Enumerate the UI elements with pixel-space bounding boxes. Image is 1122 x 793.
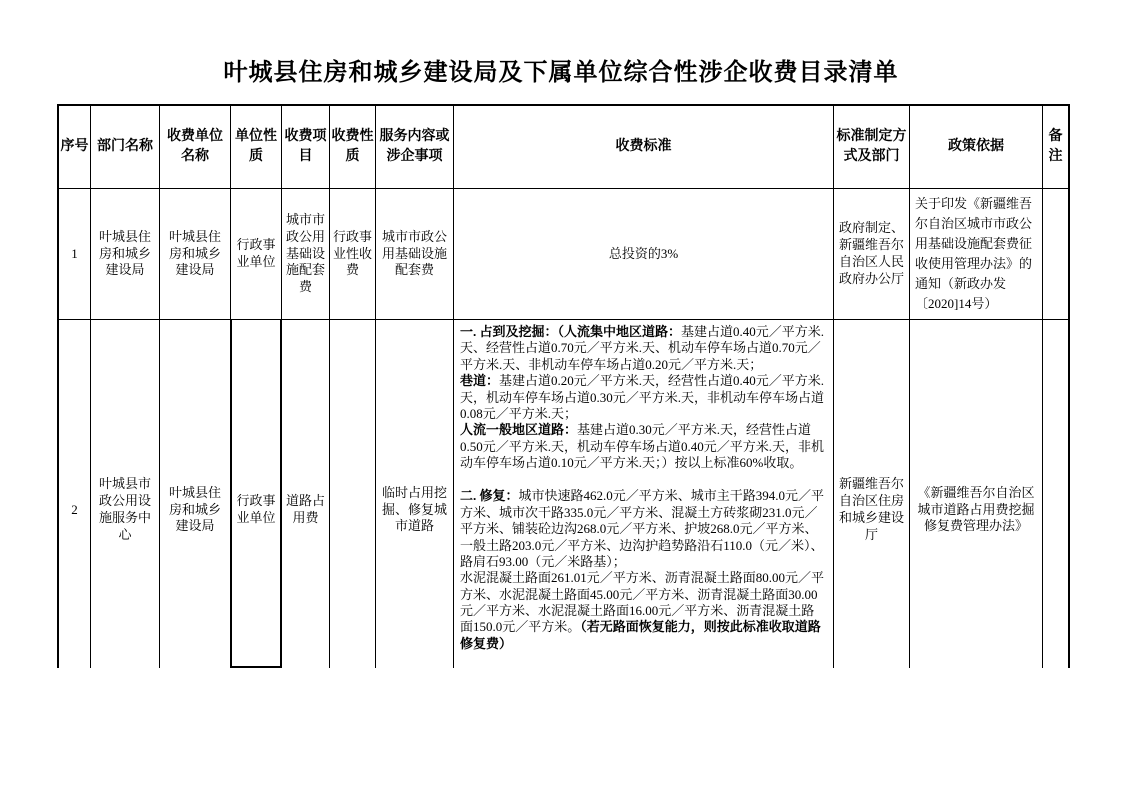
- col-header-remarks: 备注: [1043, 106, 1068, 189]
- col-header-fee-standard: 收费标准: [454, 106, 834, 189]
- fee-standard-label: 人流一般地区道路：: [460, 422, 578, 438]
- cell-r2-unit-nature: 行政事业单位: [231, 320, 282, 668]
- cell-r2-seq: 2: [59, 320, 91, 668]
- fee-standard-section-occupy: [460, 324, 827, 373]
- col-header-fee-nature: 收费性质: [330, 106, 376, 189]
- cell-r2-fee-item: 道路占用费: [282, 320, 330, 668]
- cell-r2-department: 叶城县市政公用设施服务中心: [91, 320, 160, 668]
- fee-standard-text: 水泥混凝土路面261.01元／平方米、沥青混凝土路面80.00元／平方米、水泥混凝土路面45.00元／平方米、沥青混凝土路面30.00元／平方米、水泥混凝土路面16.00元／平方米、沥青混凝土路面150.0元／平方米。: [460, 570, 825, 635]
- fee-standard-note: （若无路面恢复能力，则按此标准收取道路修复费）: [460, 619, 821, 651]
- cell-r1-fee-standard: 总投资的3%: [454, 189, 834, 320]
- col-header-policy-basis: 政策依据: [910, 106, 1043, 189]
- fee-standard-label: 一. 占到及挖掘：（人流集中地区道路：: [460, 324, 682, 339]
- cell-r1-fee-nature: 行政事业性收费: [330, 189, 376, 320]
- cell-r2-policy-basis: 《新疆维吾尔自治区城市道路占用费挖掘修复费管理办法》: [910, 320, 1043, 668]
- col-header-standard-setting: 标准制定方式及部门: [834, 106, 910, 189]
- col-header-department: 部门名称: [91, 106, 160, 189]
- fee-standard-text: 基建占道0.30元／平方米.天，经营性占道0.50元／平方米.天，机动车停车场占道0.40元／平方米.天，非机动车停车场占道0.10元／平方米.天；）按以上标准60%收取。: [460, 422, 825, 470]
- cell-r1-remarks: [1043, 189, 1068, 320]
- col-header-service-content: 服务内容或涉企事项: [376, 106, 454, 189]
- fee-standard-section-pavement: [460, 570, 827, 652]
- cell-r2-service-content: 临时占用挖掘、修复城市道路: [376, 320, 454, 668]
- cell-r2-fee-standard: [454, 320, 834, 668]
- cell-r1-charging-unit: 叶城县住房和城乡建设局: [160, 189, 231, 320]
- cell-r1-department: 叶城县住房和城乡建设局: [91, 189, 160, 320]
- cell-r1-seq: 1: [59, 189, 91, 320]
- cell-r1-service-content: 城市市政公用基础设施配套费: [376, 189, 454, 320]
- cell-r2-standard-setting: 新疆维吾尔自治区住房和城乡建设厅: [834, 320, 910, 668]
- col-header-unit-nature: 单位性质: [231, 106, 282, 189]
- cell-r2-fee-nature: [330, 320, 376, 668]
- col-header-charging-unit: 收费单位名称: [160, 106, 231, 189]
- cell-r1-policy-basis: 关于印发《新疆维吾尔自治区城市市政公用基础设施配套费征收使用管理办法》的通知（新政办发〔2020]14号）: [910, 189, 1043, 320]
- cell-r2-charging-unit: 叶城县住房和城乡建设局: [160, 320, 231, 668]
- fee-catalog-table: [57, 104, 1070, 668]
- cell-r2-remarks: [1043, 320, 1068, 668]
- col-header-seq: 序号: [59, 106, 91, 189]
- cell-r1-standard-setting: 政府制定、新疆维吾尔自治区人民政府办公厅: [834, 189, 910, 320]
- cell-r1-unit-nature: 行政事业单位: [231, 189, 282, 320]
- fee-standard-section-lane: [460, 373, 827, 422]
- fee-standard-label: 巷道：: [460, 373, 500, 389]
- fee-standard-text: 基建占道0.40元／平方米.天、经营性占道0.70元／平方米.天、机动车停车场占道0.70元／平方米.天、非机动车停车场占道0.20元／平方米.天；: [460, 324, 825, 372]
- fee-standard-section-general-road: [460, 422, 827, 471]
- cell-r1-fee-item: 城市市政公用基础设施配套费: [282, 189, 330, 320]
- fee-standard-text: 基建占道0.20元／平方米.天，经营性占道0.40元／平方米.天，机动车停车场占道0.30元／平方米.天，非机动车停车场占道0.08元／平方米.天；: [460, 373, 825, 421]
- fee-standard-section-repair: [460, 488, 827, 570]
- col-header-fee-item: 收费项目: [282, 106, 330, 189]
- fee-standard-label: 二. 修复：: [460, 488, 519, 504]
- page-title: 叶城县住房和城乡建设局及下属单位综合性涉企收费目录清单: [223, 60, 899, 86]
- fee-standard-text: 城市快速路462.0元／平方米、城市主干路394.0元／平方米、城市次干路335.0元／平方米、混凝土方砖浆砌231.0元／平方米、铺装砼边沟268.0元／平方米、护坡268.0元／平方米、一般土路203.0元／平方米、边沟护趋势路沿石110.0（元／米）、路肩石93.00（元／米路基）；: [460, 488, 825, 569]
